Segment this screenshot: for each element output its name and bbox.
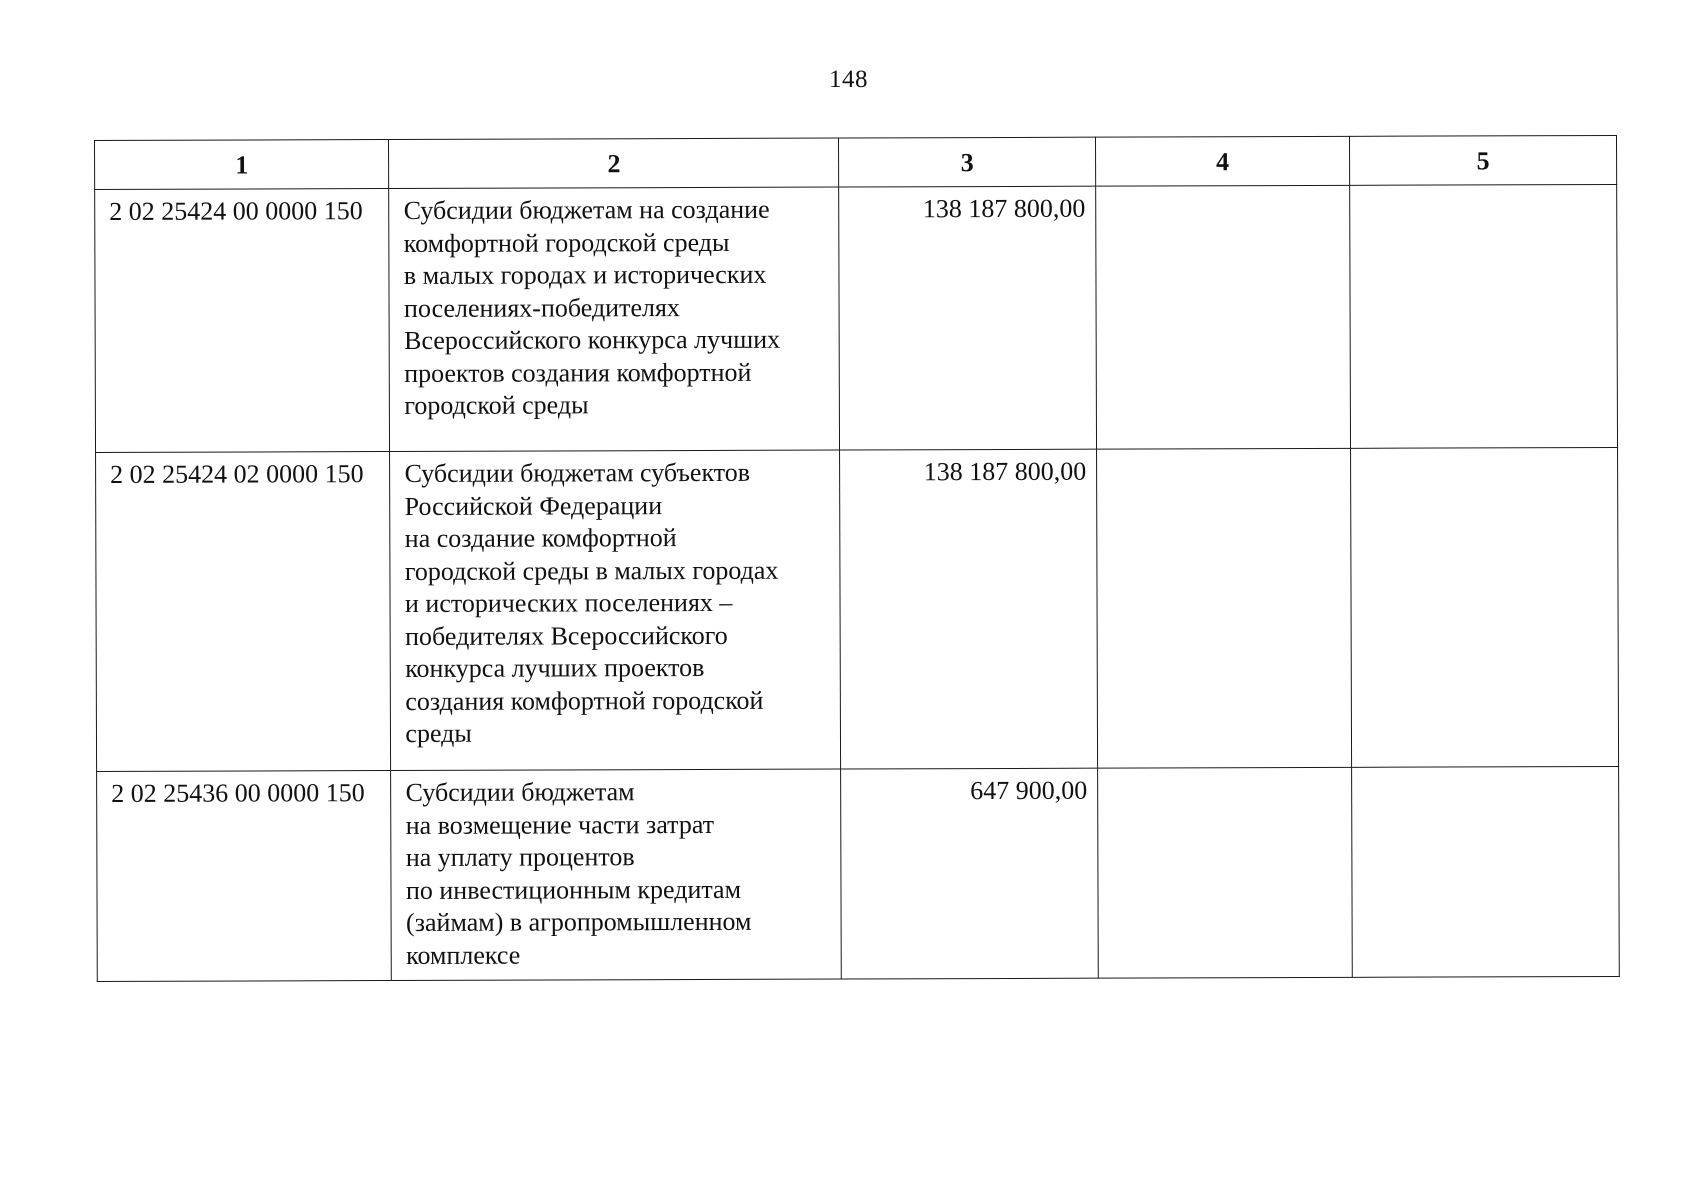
description-line: победителях Всероссийского <box>405 620 728 651</box>
description-line: поселениях-победителях <box>403 292 680 323</box>
amount-cell: 138 187 800,00 <box>839 186 1097 450</box>
column-header-3: 3 <box>839 137 1096 187</box>
column-4-cell <box>1097 448 1352 768</box>
description-line: на уплату процентов <box>405 842 635 872</box>
description-line: комфортной городской среды <box>403 227 730 258</box>
description-line: городской среды <box>404 390 589 420</box>
description-line: и исторических поселениях – <box>404 587 733 618</box>
table-row <box>96 447 1619 771</box>
budget-code-cell: 2 02 25436 00 0000 150 <box>97 771 392 982</box>
table-header-row <box>95 135 1617 189</box>
column-4-cell <box>1096 185 1351 449</box>
description-line: городской среды в малых городах <box>404 555 779 586</box>
budget-table <box>94 135 1620 982</box>
budget-code-cell: 2 02 25424 00 0000 150 <box>95 189 390 453</box>
description-cell <box>390 450 841 770</box>
page-number: 148 <box>829 66 868 93</box>
column-header-1: 1 <box>95 140 390 190</box>
description-line: на возмещение части затрат <box>405 809 715 840</box>
column-header-4: 4 <box>1096 136 1350 186</box>
column-5-cell <box>1350 447 1618 767</box>
column-header-2: 2 <box>389 138 839 188</box>
amount-cell: 138 187 800,00 <box>840 449 1098 769</box>
description-line: в малых городах и исторических <box>403 259 767 290</box>
description-line: Субсидии бюджетам субъектов <box>404 457 751 488</box>
description-line: (займам) в агропромышленном <box>405 906 752 937</box>
column-5-cell <box>1352 766 1620 977</box>
table-row <box>95 184 1618 452</box>
description-line: конкурса лучших проектов <box>405 652 705 683</box>
column-5-cell <box>1350 184 1618 448</box>
description-line: на создание комфортной <box>404 523 677 553</box>
budget-code-cell: 2 02 25424 02 0000 150 <box>96 452 391 772</box>
description-line: Всероссийского конкурса лучших <box>404 324 781 355</box>
description-line: комплексе <box>406 940 521 970</box>
description-line: Субсидии бюджетам на создание <box>403 194 770 225</box>
description-line: проектов создания комфортной <box>404 357 752 388</box>
amount-cell: 647 900,00 <box>841 768 1099 979</box>
description-line: среды <box>405 718 472 748</box>
column-4-cell <box>1098 767 1353 978</box>
table-row <box>97 766 1620 981</box>
description-line: по инвестиционным кредитам <box>405 874 742 905</box>
description-line: создания комфортной городской <box>405 685 764 716</box>
column-header-5: 5 <box>1349 135 1616 185</box>
description-cell <box>391 769 841 980</box>
description-line: Российской Федерации <box>404 490 663 521</box>
description-cell <box>389 187 840 451</box>
description-line: Субсидии бюджетам <box>405 777 635 807</box>
